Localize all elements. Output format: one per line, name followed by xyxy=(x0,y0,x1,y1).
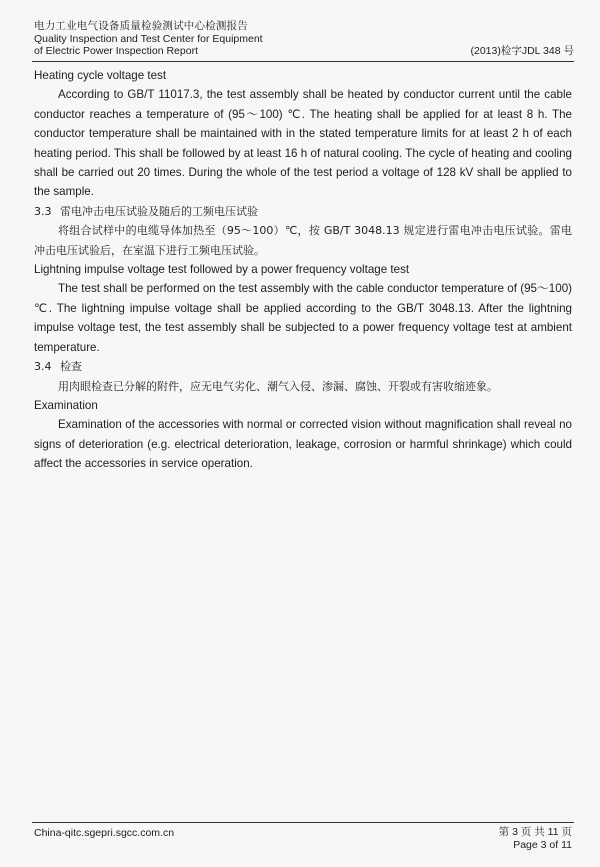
section-3-3-paragraph-cn: 将组合试样中的电缆导体加热至（95～100）℃，按 GB/T 3048.13 规定进行雷电冲击电压试验。雷电冲击电压试验后，在室温下进行工频电压试验。 xyxy=(34,224,572,257)
section-3-4-paragraph-cn: 用肉眼检查已分解的附件，应无电气劣化、潮气入侵、渗漏、腐蚀、开裂或有害收缩迹象。 xyxy=(58,379,498,393)
section-3-3-number: 3.3 xyxy=(34,204,52,218)
footer-website: China-qitc.sgepri.sgcc.com.cn xyxy=(34,827,175,839)
organization-name-en-line1: Quality Inspection and Test Center for Equipment xyxy=(34,32,263,45)
section-3-4-number: 3.4 xyxy=(34,360,52,374)
section-3-4-title-en: Examination xyxy=(34,398,98,412)
report-body xyxy=(34,66,572,474)
section-3-4-paragraph-en: Examination of the accessories with normal or corrected vision without magnification shall reveal no signs of deterioration (e.g. electrical deterioration, leakage, corrosion or harmful shrinkage) which could affect the accessories in service operation. xyxy=(34,418,572,471)
section-3-3-heading xyxy=(34,202,572,221)
report-number: (2013)检字JDL 348 号 xyxy=(470,45,574,57)
page-counter xyxy=(499,826,572,852)
organization-name-en-line2: of Electric Power Inspection Report xyxy=(34,45,198,57)
section-3-4-title-cn: 检查 xyxy=(60,360,82,374)
page-header xyxy=(34,20,574,58)
page-counter-cn: 第 3 页 共 11 页 xyxy=(498,826,572,838)
heating-cycle-title: Heating cycle voltage test xyxy=(34,69,167,82)
section-3-3-title-cn: 雷电冲击电压试验及随后的工频电压试验 xyxy=(60,204,258,218)
organization-name-cn: 电力工业电气设备质量检验测试中心检测报告 xyxy=(34,20,248,32)
heating-cycle-paragraph: According to GB/T 11017.3, the test assembly shall be heated by conductor current until the cable conductor reaches a temperature of (95～100) ℃. The heating shall be applied for at least 8 h. The conductor temperature shall be maintained with in the stated temperature limits for at least 2 h of each heating period. This shall be followed by at least 16 h of natural cooling. The cycle of heating and cooling shall be carried out 20 times. During the whole of the test period a voltage of 128 kV shall be applied to the sample. xyxy=(34,88,572,199)
page-counter-en: Page 3 of 11 xyxy=(513,839,572,851)
header-divider xyxy=(32,61,574,62)
footer-divider xyxy=(32,822,574,823)
section-3-3-title-en: Lightning impulse voltage test followed by a power frequency voltage test xyxy=(34,263,410,277)
section-3-4-heading xyxy=(34,357,572,376)
section-3-3-paragraph-en: The test shall be performed on the test assembly with the cable conductor temperature of (95～100) ℃. The lightning impulse voltage shall be applied according to the GB/T 3048.13. After the lightning impulse voltage test, the test assembly shall be subjected to a power frequency voltage test at ambient temperature. xyxy=(34,282,572,354)
